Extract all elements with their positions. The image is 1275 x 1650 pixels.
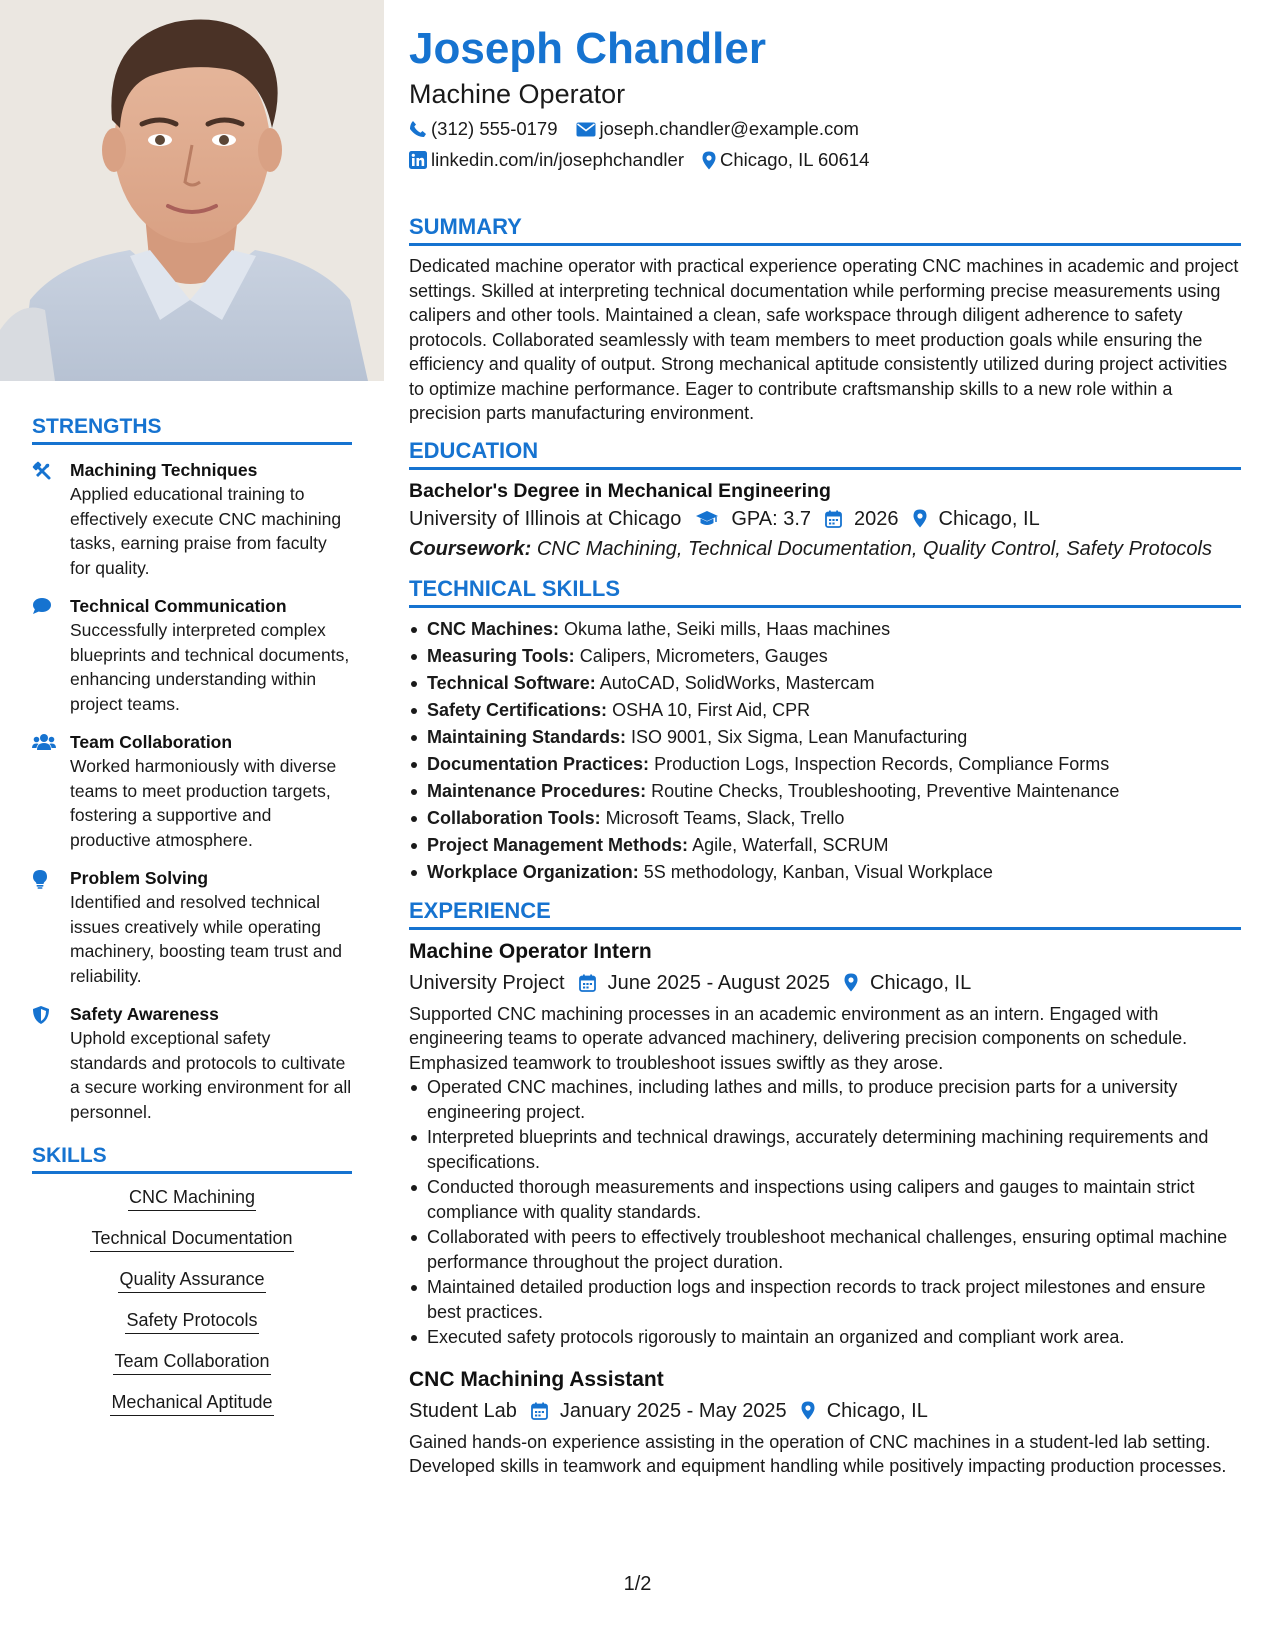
skill-item: [32, 1186, 352, 1211]
job-location-segment: [801, 1396, 928, 1426]
skill-category: Documentation Practices:: [427, 753, 650, 774]
school-name: University of Illinois at Chicago: [409, 507, 682, 530]
coursework-line: [409, 534, 1241, 564]
graduation-cap-icon: [695, 510, 719, 527]
technical-skill-item: [409, 724, 1241, 751]
strength-item: [32, 594, 352, 716]
technical-skill-item: [409, 697, 1241, 724]
job-location: Chicago, IL: [826, 1399, 928, 1422]
location-contact: [702, 148, 869, 172]
job-bullet: Executed safety protocols rigorously to maintain an organized and compliant work area.: [409, 1325, 1241, 1350]
location-text: Chicago, IL 60614: [719, 149, 870, 170]
candidate-title: Machine Operator: [409, 79, 626, 109]
skill-values: Microsoft Teams, Slack, Trello: [605, 807, 845, 828]
strength-item: [32, 458, 352, 580]
skills-list: [32, 1186, 352, 1416]
map-pin-icon: [844, 973, 858, 992]
job-meta: [409, 1396, 1241, 1426]
technical-skill-item: [409, 670, 1241, 697]
job-bullets: [409, 1075, 1241, 1350]
job-entry: [409, 1366, 1241, 1479]
map-pin-icon: [913, 509, 927, 528]
contact-row: [409, 117, 1241, 141]
skill-category: Measuring Tools:: [427, 645, 575, 666]
phone-icon: [409, 120, 427, 138]
technical-skill-item: [409, 859, 1241, 886]
strength-desc: Uphold exceptional safety standards and protocols to cultivate a secure working environment for all personnel.: [70, 1028, 352, 1122]
map-pin-icon: [702, 151, 716, 170]
skill-label: Technical Documentation: [90, 1227, 293, 1252]
skill-label: Quality Assurance: [118, 1268, 265, 1293]
strength-item: [32, 1002, 352, 1124]
job-title: CNC Machining Assistant: [409, 1367, 664, 1391]
job-entry: [409, 938, 1241, 1350]
skill-item: [32, 1350, 352, 1375]
strength-title: Problem Solving: [70, 868, 209, 888]
technical-skill-item: [409, 832, 1241, 859]
main-column: [409, 22, 1241, 1479]
calendar-icon: [825, 510, 842, 528]
skill-values: Agile, Waterfall, SCRUM: [692, 834, 889, 855]
strength-item: [32, 730, 352, 852]
education-location: Chicago, IL: [938, 507, 1040, 530]
technical-skill-item: [409, 643, 1241, 670]
job-bullet: Conducted thorough measurements and inspections using calipers and gauges to maintain strict compliance with quality standards.: [409, 1175, 1241, 1224]
tools-icon: [32, 458, 70, 580]
phone-contact[interactable]: [409, 117, 558, 141]
page-number: 1/2: [623, 1573, 652, 1595]
skill-label: Mechanical Aptitude: [110, 1391, 273, 1416]
strength-title: Team Collaboration: [70, 732, 233, 752]
technical-skill-item: [409, 751, 1241, 778]
strength-item: [32, 866, 352, 988]
calendar-icon: [579, 974, 596, 992]
strength-desc: Identified and resolved technical issues creatively while operating machinery, boosting team trust and reliability.: [70, 892, 343, 986]
org-segment: [409, 1396, 517, 1426]
strength-desc: Applied educational training to effectively execute CNC machining tasks, earning praise from faculty for quality.: [70, 484, 342, 578]
skill-values: Okuma lathe, Seiki mills, Haas machines: [564, 618, 891, 639]
skill-values: OSHA 10, First Aid, CPR: [612, 699, 811, 720]
skill-values: AutoCAD, SolidWorks, Mastercam: [599, 672, 875, 693]
graduation-year: 2026: [854, 507, 899, 530]
strength-desc: Worked harmoniously with diverse teams to meet production targets, fostering a supportive and productive atmosphere.: [70, 756, 337, 850]
skill-values: Routine Checks, Troubleshooting, Preventive Maintenance: [651, 780, 1120, 801]
year-segment: [825, 504, 899, 534]
skill-category: CNC Machines:: [427, 618, 560, 639]
job-title: Machine Operator Intern: [409, 939, 652, 963]
job-bullet: Collaborated with peers to effectively troubleshoot mechanical challenges, ensuring optimal machine performance throughout the project duration.: [409, 1225, 1241, 1274]
job-bullet: Interpreted blueprints and technical drawings, accurately determining machining requirements and specifications.: [409, 1125, 1241, 1174]
skill-category: Project Management Methods:: [427, 834, 689, 855]
job-org: Student Lab: [409, 1399, 517, 1422]
skill-values: Calipers, Micrometers, Gauges: [579, 645, 828, 666]
email-text: joseph.chandler@example.com: [599, 118, 859, 139]
summary-text: Dedicated machine operator with practical experience operating CNC machines in academic and project settings. Skilled at interpreting technical documentation while performing precise measurements using calipers and other tools. Maintained a clean, safe workspace through diligent adherence to safety protocols. Collaborated seamlessly with team members to meet production goals while ensuring the efficiency and quality of output. Strong mechanical aptitude consistently utilized during project activities to optimize machine performance. Eager to contribute craftsmanship skills to a new role within a precision parts manufacturing environment.: [409, 256, 1239, 423]
job-location-segment: [844, 968, 971, 998]
sidebar: [32, 415, 352, 1432]
linkedin-icon: [409, 151, 427, 169]
technical-skills-heading: TECHNICAL SKILLS: [409, 576, 1241, 608]
school-segment: [409, 504, 681, 534]
org-segment: [409, 968, 565, 998]
skill-category: Safety Certifications:: [427, 699, 608, 720]
strength-title: Safety Awareness: [70, 1004, 219, 1024]
skill-item: [32, 1227, 352, 1252]
portrait-illustration: [0, 0, 384, 381]
job-location: Chicago, IL: [870, 971, 972, 994]
skill-label: Team Collaboration: [113, 1350, 270, 1375]
strength-desc: Successfully interpreted complex blueprints and technical documents, enhancing understanding within project teams.: [70, 620, 350, 714]
strength-title: Technical Communication: [70, 596, 287, 616]
contact-row: [409, 148, 1241, 172]
calendar-icon: [531, 1402, 548, 1420]
technical-skill-item: [409, 616, 1241, 643]
skill-category: Workplace Organization:: [427, 861, 639, 882]
map-pin-icon: [801, 1401, 815, 1420]
linkedin-contact[interactable]: [409, 148, 684, 172]
skill-category: Maintaining Standards:: [427, 726, 627, 747]
technical-skill-item: [409, 778, 1241, 805]
email-contact[interactable]: [576, 117, 859, 141]
speech-bubble-icon: [32, 594, 70, 716]
skills-heading: SKILLS: [32, 1144, 352, 1174]
gpa-segment: [695, 504, 811, 534]
job-bullet: Maintained detailed production logs and inspection records to track project milestones and ensure best practices.: [409, 1275, 1241, 1324]
job-bullet: Operated CNC machines, including lathes and mills, to produce precision parts for a university engineering project.: [409, 1075, 1241, 1124]
experience-heading: EXPERIENCE: [409, 898, 1241, 930]
envelope-icon: [576, 122, 596, 137]
strength-title: Machining Techniques: [70, 460, 258, 480]
dates-segment: [531, 1396, 787, 1426]
degree-title: Bachelor's Degree in Mechanical Engineering: [409, 479, 831, 502]
job-dates: January 2025 - May 2025: [559, 1399, 787, 1422]
job-summary: Gained hands-on experience assisting in the operation of CNC machines in a student-led lab setting. Developed skills in teamwork and equipment handling while positively impacting production processes.: [409, 1431, 1227, 1476]
skill-values: Production Logs, Inspection Records, Compliance Forms: [654, 753, 1110, 774]
job-meta: [409, 968, 1241, 998]
coursework-text: CNC Machining, Technical Documentation, Quality Control, Safety Protocols: [536, 537, 1212, 560]
skill-item: [32, 1391, 352, 1416]
job-summary: Supported CNC machining processes in an academic environment as an intern. Engaged with engineering teams to operate advanced machinery, delivering precision components on schedule. Emphasized teamwork to troubleshoot issues swiftly as they arose.: [409, 1003, 1188, 1073]
edu-location-segment: [913, 504, 1040, 534]
skill-category: Maintenance Procedures:: [427, 780, 647, 801]
dates-segment: [579, 968, 830, 998]
phone-text: (312) 555-0179: [431, 118, 558, 139]
skill-label: CNC Machining: [128, 1186, 256, 1211]
job-org: University Project: [409, 971, 565, 994]
job-dates: June 2025 - August 2025: [607, 971, 831, 994]
skill-category: Collaboration Tools:: [427, 807, 601, 828]
strengths-heading: STRENGTHS: [32, 415, 352, 445]
skill-values: ISO 9001, Six Sigma, Lean Manufacturing: [631, 726, 968, 747]
linkedin-text: linkedin.com/in/josephchandler: [431, 149, 684, 170]
coursework-label: Coursework:: [409, 537, 532, 560]
technical-skill-item: [409, 805, 1241, 832]
skill-item: [32, 1309, 352, 1334]
technical-skills-list: [409, 616, 1241, 886]
skill-item: [32, 1268, 352, 1293]
education-heading: EDUCATION: [409, 438, 1241, 470]
candidate-name: Joseph Chandler: [409, 24, 766, 73]
skill-label: Safety Protocols: [125, 1309, 258, 1334]
education-meta: [409, 504, 1241, 534]
users-icon: [32, 730, 70, 852]
skill-category: Technical Software:: [427, 672, 596, 693]
summary-heading: SUMMARY: [409, 214, 1241, 246]
shield-icon: [32, 1002, 70, 1124]
lightbulb-icon: [32, 866, 70, 988]
profile-photo: [0, 0, 384, 381]
gpa-text: GPA: 3.7: [731, 507, 812, 530]
skill-values: 5S methodology, Kanban, Visual Workplace: [643, 861, 993, 882]
